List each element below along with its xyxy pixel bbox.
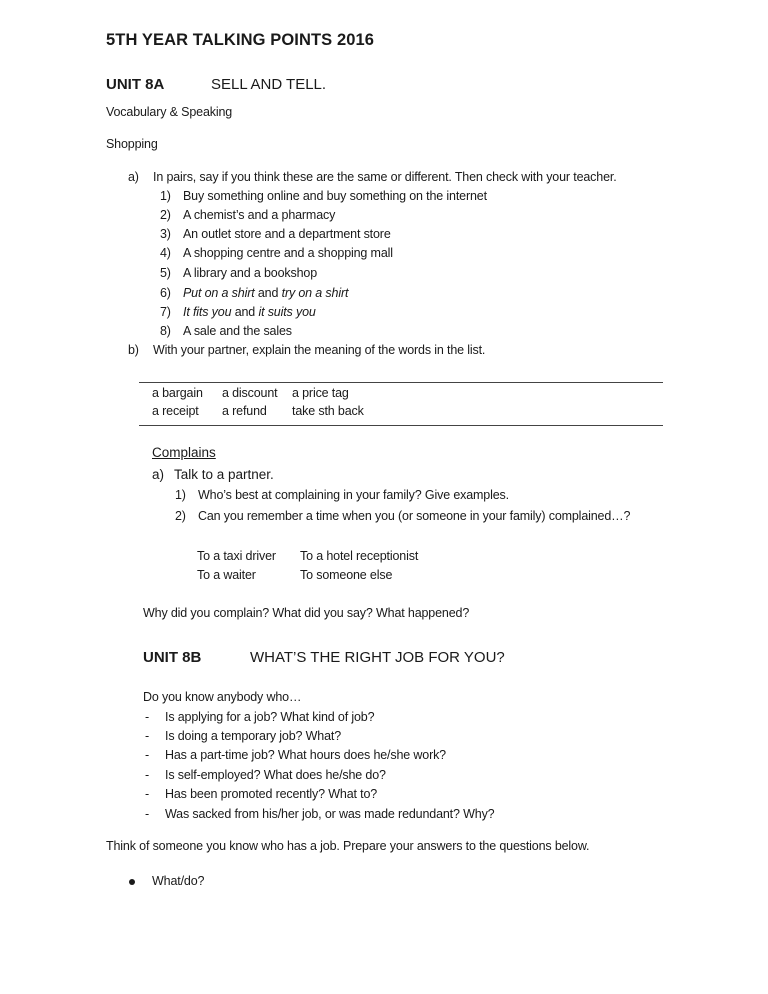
think-prompt: Think of someone you know who has a job. Prepare your answers to the questions below.	[106, 839, 590, 853]
list-item-number: 6)	[160, 286, 171, 300]
bullet-icon	[129, 879, 135, 885]
list-item-italic-part: Put on a shirt	[183, 286, 255, 300]
word-box-term: a price tag	[292, 386, 349, 400]
list-item-number: 1)	[175, 488, 186, 502]
list-item: Is doing a temporary job? What?	[165, 729, 342, 743]
list-item: Buy something online and buy something on the internet	[183, 189, 487, 203]
list-item-connector: and	[254, 286, 282, 300]
list-item-number: 8)	[160, 324, 171, 338]
word-box-top-rule	[139, 382, 663, 383]
complaint-option: To a taxi driver	[197, 549, 276, 563]
dash-marker: -	[145, 710, 150, 724]
complains-followup: Why did you complain? What did you say? What happened?	[143, 606, 470, 620]
list-item: Has a part-time job? What hours does he/she work?	[165, 748, 446, 762]
list-item-number: 4)	[160, 246, 171, 260]
list-item-italic-part: try on a shirt	[281, 286, 349, 300]
complaint-option: To a waiter	[197, 568, 256, 582]
task-a-text: In pairs, say if you think these are the same or different. Then check with your teacher.	[153, 170, 617, 184]
unit-8b-label: UNIT 8B	[143, 649, 202, 666]
complains-heading: Complains	[152, 445, 216, 460]
list-item-italic-part: it suits you	[258, 305, 316, 319]
bullet-item: What/do?	[152, 874, 205, 888]
list-item-number: 5)	[160, 266, 171, 280]
page-title: 5TH YEAR TALKING POINTS 2016	[106, 31, 375, 49]
list-item-number: 7)	[160, 305, 171, 319]
unit-8a-heading: SELL AND TELL.	[211, 76, 327, 93]
list-item: A shopping centre and a shopping mall	[183, 246, 393, 260]
word-box-term: a refund	[222, 404, 267, 418]
word-box-term: a bargain	[152, 386, 203, 400]
list-item: Who’s best at complaining in your family? Give examples.	[198, 488, 509, 502]
unit-8b-heading: WHAT’S THE RIGHT JOB FOR YOU?	[250, 649, 505, 666]
task-b-text: With your partner, explain the meaning of the words in the list.	[153, 343, 486, 357]
dash-marker: -	[145, 729, 150, 743]
dash-marker: -	[145, 768, 150, 782]
list-item: Is self-employed? What does he/she do?	[165, 768, 386, 782]
complains-a-marker: a)	[152, 467, 165, 482]
complains-a-text: Talk to a partner.	[174, 467, 274, 482]
section-vocab-speaking: Vocabulary & Speaking	[106, 105, 233, 119]
list-item: Has been promoted recently? What to?	[165, 787, 378, 801]
list-item	[183, 286, 348, 300]
list-item	[183, 305, 316, 319]
list-item-connector: and	[231, 305, 259, 319]
list-item-number: 2)	[175, 509, 186, 523]
list-item: A library and a bookshop	[183, 266, 317, 280]
list-item: A chemist’s and a pharmacy	[183, 208, 336, 222]
section-shopping: Shopping	[106, 137, 158, 151]
word-box-bottom-rule	[139, 425, 663, 426]
list-item: Is applying for a job? What kind of job?	[165, 710, 375, 724]
word-box-term: a receipt	[152, 404, 199, 418]
list-item-number: 2)	[160, 208, 171, 222]
list-item-italic-part: It fits you	[183, 305, 232, 319]
complaint-option: To someone else	[300, 568, 393, 582]
word-box-term: take sth back	[292, 404, 364, 418]
list-item: Can you remember a time when you (or someone in your family) complained…?	[198, 509, 631, 523]
task-b-marker: b)	[128, 343, 139, 357]
dash-marker: -	[145, 787, 150, 801]
list-item: A sale and the sales	[183, 324, 292, 338]
list-item-number: 1)	[160, 189, 171, 203]
dash-marker: -	[145, 807, 150, 821]
complaint-option: To a hotel receptionist	[300, 549, 419, 563]
dash-marker: -	[145, 748, 150, 762]
unit-8b-intro: Do you know anybody who…	[143, 690, 302, 704]
list-item: Was sacked from his/her job, or was made redundant? Why?	[165, 807, 495, 821]
list-item: An outlet store and a department store	[183, 227, 391, 241]
task-a-marker: a)	[128, 170, 139, 184]
word-box-term: a discount	[222, 386, 278, 400]
list-item-number: 3)	[160, 227, 171, 241]
unit-8a-label: UNIT 8A	[106, 76, 165, 93]
